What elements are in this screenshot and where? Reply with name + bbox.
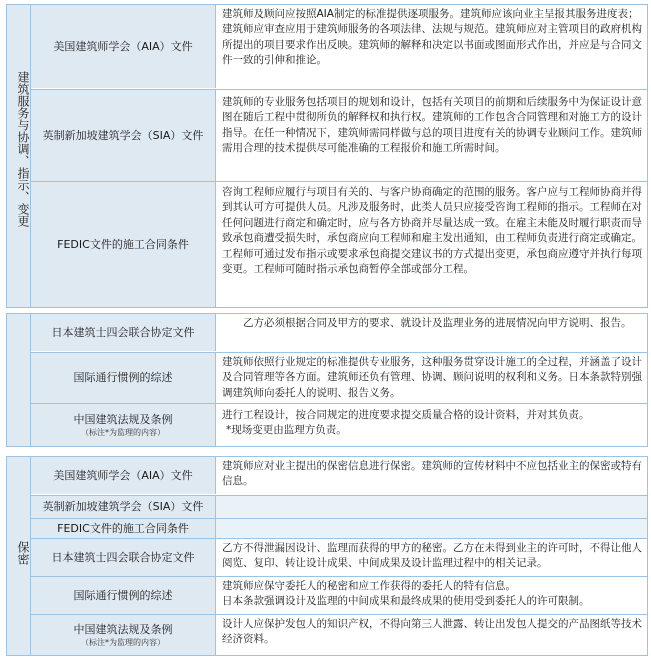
table-row: [31, 314, 647, 351]
row-header-name: 美国建筑师学会（AIA）文件: [53, 39, 193, 53]
row-header-note: （标注*为监理的内容）: [81, 637, 165, 647]
row-text: 建筑师应保守委托人的秘密和应工作获得的委托人的特有信息。: [222, 580, 516, 592]
section-label: 建筑服务与协调、指示、变更: [16, 71, 30, 227]
row-header-name: 日本建筑士四会联合协定文件: [51, 550, 195, 564]
row-text: 进行工程设计，按合同规定的进度要求提交质量合格的设计资料，并对其负责。: [222, 409, 590, 421]
table-row: [31, 89, 647, 181]
row-content-empty: [216, 496, 647, 518]
section-label-band: [7, 314, 31, 446]
row-text: 乙方不得泄漏因设计、监理而获得的甲方的秘密。乙方在未得到业主的许可时，不得让他人阅览、复印、转让设计成果、中间成果及设计监理过程中的相关记录。: [222, 542, 642, 570]
row-header-name: FEDIC文件的施工合同条件: [57, 237, 189, 251]
row-header-name: 英制新加坡建筑学会（SIA）文件: [42, 128, 204, 142]
row-header: [31, 404, 216, 446]
row-header: [31, 519, 216, 538]
row-content: [216, 182, 647, 307]
table-row: [31, 518, 647, 538]
row-content: [216, 404, 647, 446]
row-header-name: 中国建筑法规及条例: [73, 412, 173, 426]
table-row: [31, 576, 647, 614]
row-header-name: 中国建筑法规及条例: [73, 622, 173, 636]
row-text: 建筑师及顾问应按照AIA制定的标准提供逐项服务。建筑师应该向业主呈报其服务进度表；建筑师应审查应用于建筑师服务的各项法律、法规与规范。建筑师应对主管项目的政府机构所提出的项目要求作出反映。建筑师的解释和决定以书面或图面形式作出，并应是与合同文件一致的引伸和推论。: [222, 8, 642, 67]
row-header-name: 国际通行惯例的综述: [73, 371, 173, 384]
table-row: [31, 457, 647, 494]
table-row: [31, 403, 647, 446]
section-label: 保密: [16, 541, 30, 565]
table-row: [31, 614, 647, 655]
row-content: [216, 353, 647, 403]
row-header: [31, 353, 216, 403]
row-text: 建筑师的专业服务包括项目的规划和设计，包括有关项目的前期和后续服务中为保证设计意图在随后工程中贯彻所负的解释权和执行权。建筑师的工作包含合同管理和对施工方的设计指导。在任一种情况下，建筑师需同样做与总的项目进度有关的协调专业顾问工作。建筑师需用合理的技术提供尽可能准确的工程报价和施工所需时间。: [222, 96, 642, 155]
row-header: [31, 577, 216, 614]
table-row: [31, 352, 647, 403]
row-header: [31, 182, 216, 307]
row-content: [216, 314, 647, 351]
table-row: [31, 181, 647, 307]
row-content: [216, 615, 647, 655]
row-content: [216, 5, 647, 88]
row-text: 建筑师依照行业规定的标准提供专业服务，这种服务贯穿设计施工的全过程，并涵盖了设计及合同管理等各方面。建筑师还负有管理、协调、顾问说明的权利和义务。日本条款特别强调建筑师向委托人的说明、报告义务。: [222, 356, 642, 399]
row-content: [216, 577, 647, 614]
row-header: [31, 496, 216, 518]
row-header: [31, 615, 216, 655]
row-header-name: 英制新加坡建筑学会（SIA）文件: [42, 500, 204, 513]
row-header-name: FEDIC文件的施工合同条件: [57, 521, 189, 535]
row-header-note: （标注*为监理的内容）: [81, 427, 165, 437]
row-text: 咨询工程师应履行与项目有关的、与客户协商确定的范围的服务。客户应与工程师协商并得到其认可方可提供人员。凡涉及服务时，此类人员只应接受咨询工程师的指示。工程师在对任何问题进行商定和确定时，应与各方协商并尽量达成一致。在雇主未能及时履行职责而导致承包商遭受损失时，承包商应向工程师和雇主发出通知，由工程师负责进行商定或确定。工程师可通过发布指示或要求承包商提交建议书的方式提出变更，承包商应遵守并执行每项变更。工程师可随时指示承包商暂停全部或部分工程。: [222, 186, 642, 276]
row-header: [31, 314, 216, 351]
row-header-name: 国际通行惯例的综述: [73, 588, 173, 602]
row-content: [216, 457, 647, 494]
row-header: [31, 457, 216, 494]
table-row: [31, 495, 647, 518]
row-header: [31, 5, 216, 88]
row-content: [216, 90, 647, 181]
row-text: 日本条款强调设计及监理的中间成果和最终成果的使用受到委托人的许可限制。: [222, 595, 590, 608]
row-content: [216, 539, 647, 576]
row-text: 设计人应保护发包人的知识产权，不得向第三人泄露、转让出发包人提交的产品图纸等技术经济资料。: [222, 618, 642, 646]
section-coordination: [6, 4, 648, 308]
row-header: [31, 539, 216, 576]
table-row: [31, 5, 647, 88]
row-header-name: 日本建筑士四会联合协定文件: [51, 325, 195, 339]
table-row: [31, 538, 647, 576]
row-text: *现场变更由监理方负责。: [226, 424, 347, 437]
row-content-empty: [216, 519, 647, 538]
row-text: 建筑师应对业主提出的保密信息进行保密。建筑师的宣传材料中不应包括业主的保密或特有信息。: [222, 460, 642, 488]
row-text: 乙方必须根据合同及甲方的要求、就设计及监理业务的进展情况向甲方说明、报告。: [243, 317, 632, 329]
section-confidentiality: [6, 456, 648, 656]
row-header-name: 美国建筑师学会（AIA）文件: [53, 468, 193, 482]
section-reporting: [6, 313, 648, 447]
row-header: [31, 90, 216, 181]
